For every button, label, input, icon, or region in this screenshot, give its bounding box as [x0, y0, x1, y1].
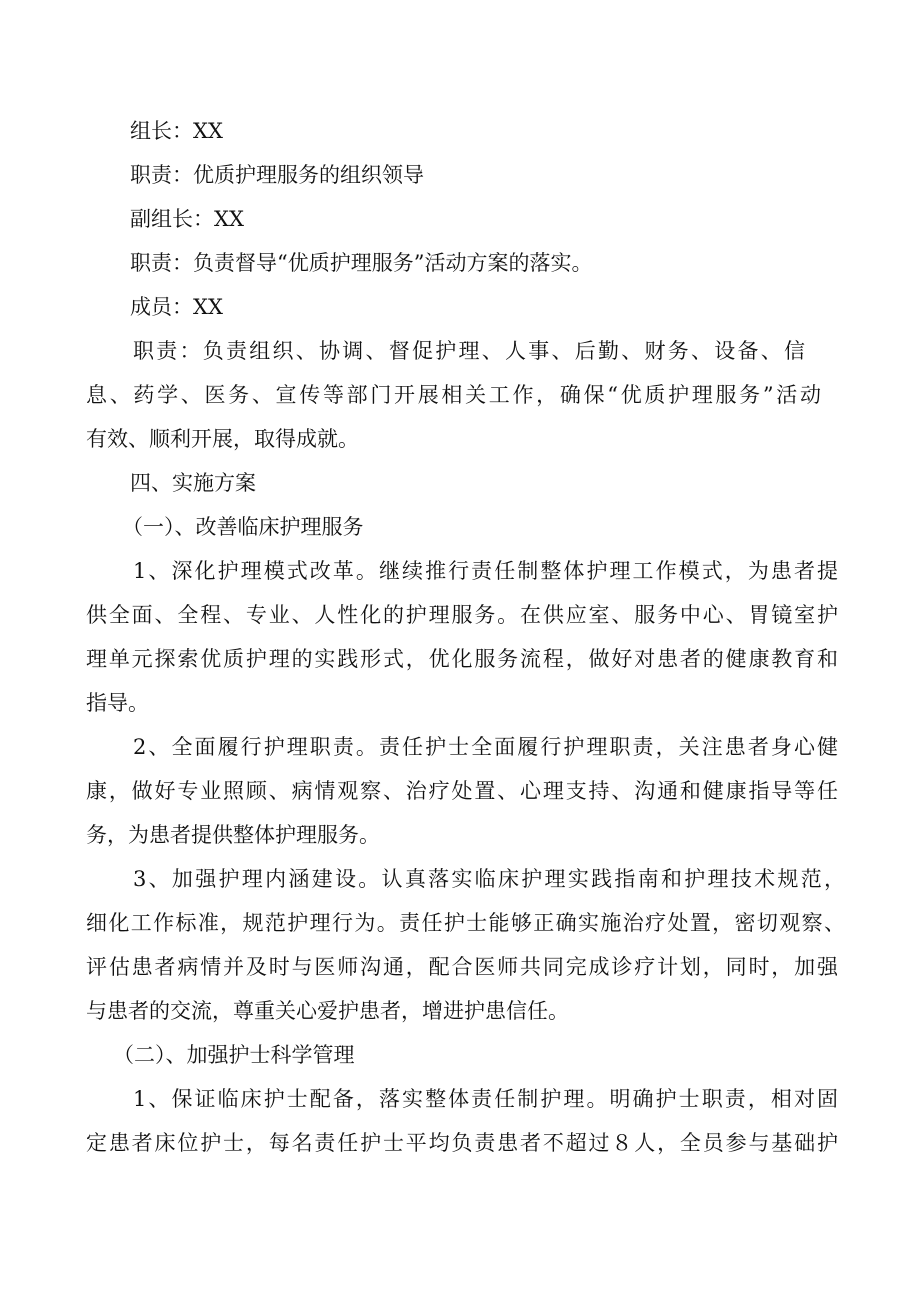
- members-line: 成员：XX: [130, 295, 223, 319]
- para-3-line-4: 与患者的交流，尊重关心爱护患者，增进护患信任。: [86, 999, 569, 1023]
- leader-line: 组长：XX: [130, 119, 223, 143]
- para-3-line-3: 评估患者病情并及时与医师沟通，配合医师共同完成诊疗计划，同时，加强: [86, 955, 838, 979]
- section-heading: 四、实施方案: [130, 471, 256, 495]
- para-2-line-1: 2、全面履行护理职责。责任护士全面履行护理职责，关注患者身心健: [133, 735, 838, 759]
- members-duty-line-3: 有效、顺利开展，取得成就。: [86, 427, 359, 451]
- members-duty-line-2: 息、药学、医务、宣传等部门开展相关工作，确保“优质护理服务”活动: [86, 383, 821, 407]
- para-3-line-2: 细化工作标准，规范护理行为。责任护士能够正确实施治疗处置，密切观察、: [86, 911, 845, 935]
- para-4-line-1: 1、保证临床护士配备，落实整体责任制护理。明确护士职责，相对固: [133, 1087, 838, 1111]
- deputy-leader-line: 副组长：XX: [130, 207, 244, 231]
- para-1-line-2: 供全面、全程、专业、人性化的护理服务。在供应室、服务中心、胃镜室护: [86, 603, 838, 627]
- para-1-line-3: 理单元探索优质护理的实践形式，优化服务流程，做好对患者的健康教育和: [86, 647, 838, 671]
- para-3-line-1: 3、加强护理内涵建设。认真落实临床护理实践指南和护理技术规范，: [133, 867, 845, 891]
- deputy-duty-line: 职责：负责督导“优质护理服务”活动方案的落实。: [130, 251, 593, 275]
- para-4-line-2: 定患者床位护士，每名责任护士平均负责患者不超过８人，全员参与基础护: [86, 1131, 838, 1155]
- subsection-heading-1: （一）、改善临床护理服务: [122, 515, 364, 539]
- members-duty-line-1: 职责：负责组织、协调、督促护理、人事、后勤、财务、设备、信: [133, 339, 805, 363]
- subsection-heading-2: （二）、加强护士科学管理: [113, 1043, 355, 1067]
- leader-duty-line: 职责：优质护理服务的组织领导: [130, 163, 424, 187]
- para-2-line-2: 康，做好专业照顾、病情观察、治疗处置、心理支持、沟通和健康指导等任: [86, 779, 838, 803]
- para-1-line-4: 指导。: [86, 691, 149, 715]
- para-2-line-3: 务，为患者提供整体护理服务。: [86, 823, 380, 847]
- para-1-line-1: 1、深化护理模式改革。继续推行责任制整体护理工作模式，为患者提: [133, 559, 838, 583]
